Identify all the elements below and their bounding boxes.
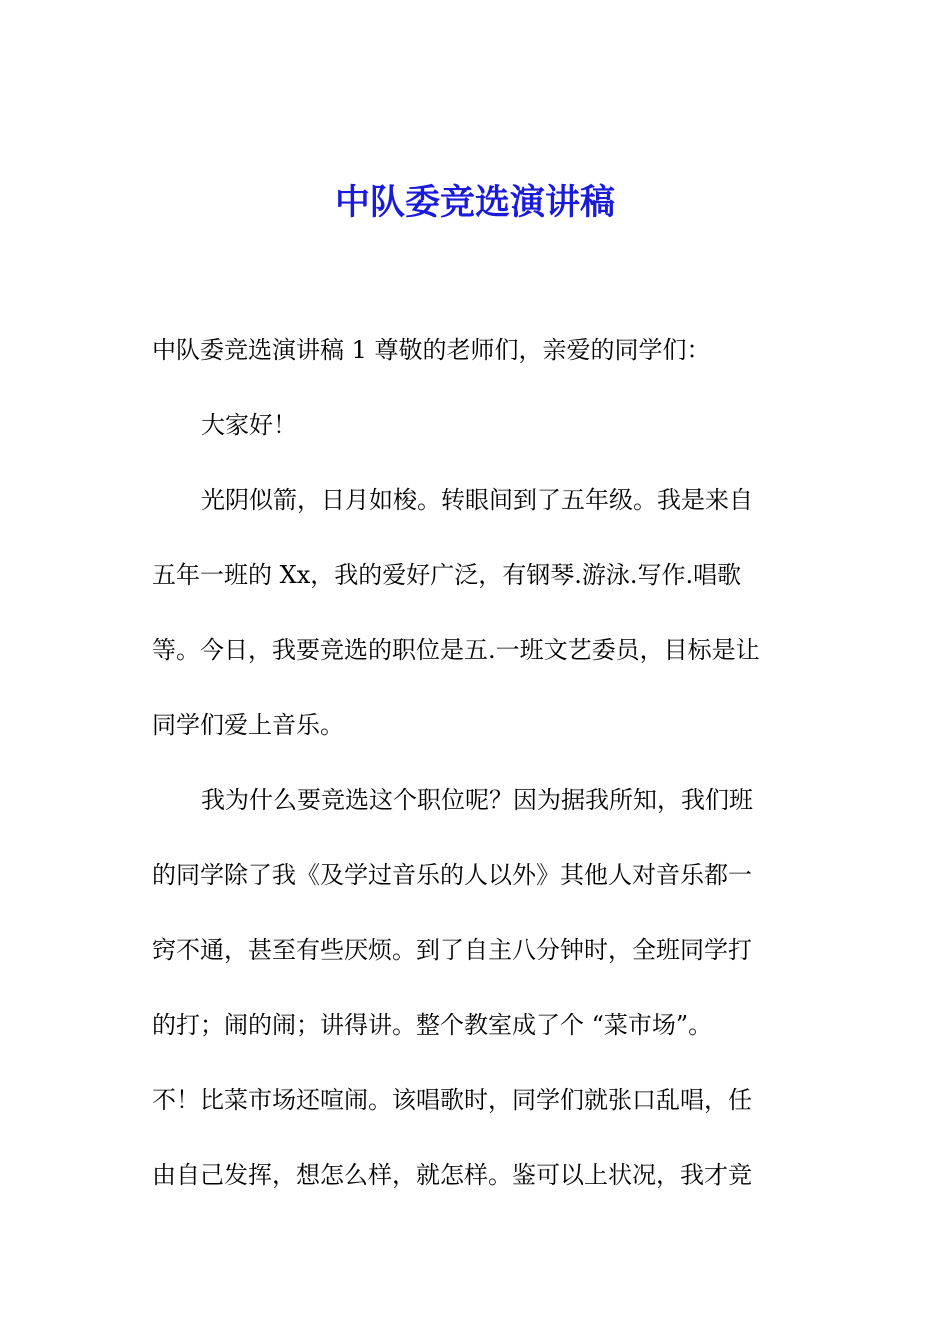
text-line: 大家好！ [201,411,297,439]
text-line: 等。今日，我要竞选的职位是五.一班文艺委员，目标是让 [152,636,760,664]
text-line: 由自己发挥，想怎么样，就怎样。鉴可以上状况，我才竞 [152,1161,752,1189]
text-line: 的同学除了我《及学过音乐的人以外》其他人对音乐都一 [152,861,752,889]
text-line: 我为什么要竞选这个职位呢？因为据我所知，我们班 [201,786,753,814]
text-line: 不！比菜市场还喧闹。该唱歌时，同学们就张口乱唱，任 [152,1086,752,1114]
text-line: 光阴似箭，日月如梭。转眼间到了五年级。我是来自 [201,486,753,514]
text-line: 五年一班的 Xx，我的爱好广泛，有钢琴.游泳.写作.唱歌 [152,561,742,589]
text-line: 窍不通，甚至有些厌烦。到了自主八分钟时，全班同学打 [152,936,752,964]
text-line: 同学们爱上音乐。 [152,711,344,739]
text-line: 的打；闹的闹；讲得讲。整个教室成了个 “菜市场”。 [152,1011,713,1039]
text-line: 中队委竞选演讲稿 1 尊敬的老师们，亲爱的同学们： [152,336,711,364]
document-title: 中队委竞选演讲稿 [334,183,615,223]
